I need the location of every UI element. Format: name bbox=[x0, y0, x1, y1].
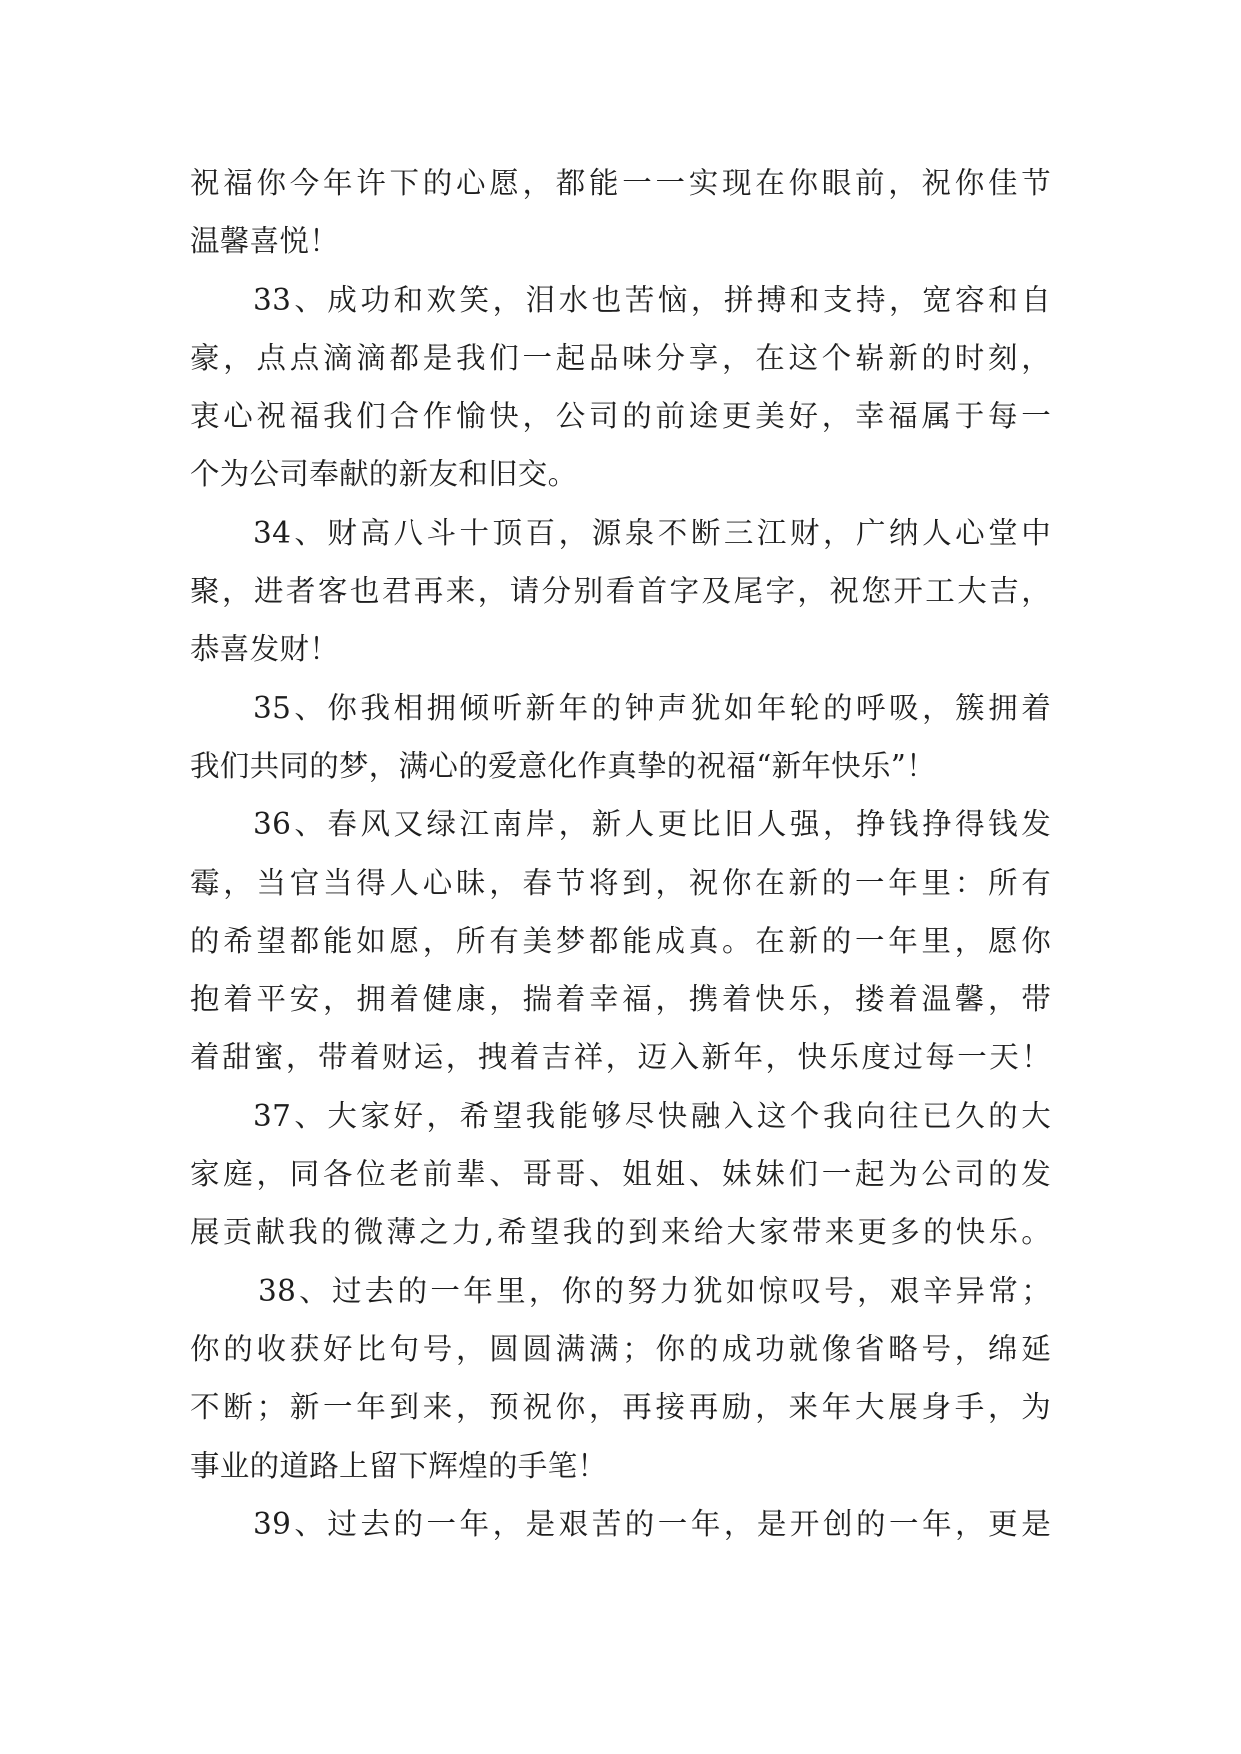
text-line bbox=[190, 154, 1051, 212]
text-line-content: 个为公司奉献的新友和旧交。 bbox=[190, 457, 578, 492]
text-line-content: 事业的道路上留下辉煌的手笔！ bbox=[190, 1448, 608, 1483]
text-line-content: 衷心祝福我们合作愉快，公司的前途更美好，幸福属于每一 bbox=[190, 399, 1051, 434]
text-line bbox=[190, 737, 1051, 795]
text-line-content: 家庭，同各位老前辈、哥哥、姐姐、妹妹们一起为公司的发 bbox=[190, 1157, 1051, 1192]
text-line bbox=[190, 1378, 1051, 1436]
text-line-content: 着甜蜜，带着财运，拽着吉祥，迈入新年，快乐度过每一天！ bbox=[190, 1040, 1051, 1075]
text-line-content: 豪，点点滴滴都是我们一起品味分享，在这个崭新的时刻， bbox=[190, 340, 1051, 375]
text-line bbox=[190, 445, 1051, 503]
text-line bbox=[190, 1203, 1051, 1261]
text-line-content: 36、春风又绿江南岸，新人更比旧人强，挣钱挣得钱发 bbox=[253, 807, 1051, 842]
text-line-content: 37、大家好，希望我能够尽快融入这个我向往已久的大 bbox=[253, 1098, 1051, 1133]
text-line-content: 抱着平安，拥着健康，揣着幸福，携着快乐，搂着温馨，带 bbox=[190, 982, 1051, 1017]
text-line-content: 33、成功和欢笑，泪水也苦恼，拼搏和支持，宽容和自 bbox=[253, 282, 1051, 317]
text-line bbox=[190, 329, 1051, 387]
text-line bbox=[190, 912, 1051, 970]
text-line bbox=[190, 1145, 1051, 1203]
text-line bbox=[190, 212, 1051, 270]
text-line-content: 展贡献我的微薄之力,希望我的到来给大家带来更多的快乐。 bbox=[190, 1215, 1051, 1250]
text-line bbox=[190, 562, 1051, 620]
text-line bbox=[190, 854, 1051, 912]
text-line bbox=[190, 620, 1051, 678]
document-body bbox=[190, 154, 1051, 1553]
text-line-content: 的希望都能如愿，所有美梦都能成真。在新的一年里，愿你 bbox=[190, 923, 1051, 958]
text-line bbox=[190, 504, 1051, 562]
text-line-content: 聚，进者客也君再来，请分别看首字及尾字，祝您开工大吉， bbox=[190, 574, 1051, 609]
text-line bbox=[190, 1320, 1051, 1378]
text-line-content: 35、你我相拥倾听新年的钟声犹如年轮的呼吸，簇拥着 bbox=[253, 690, 1051, 725]
text-line bbox=[190, 387, 1051, 445]
text-line bbox=[190, 795, 1051, 853]
text-line bbox=[190, 1028, 1051, 1086]
text-line-content: 恭喜发财！ bbox=[190, 632, 340, 667]
text-line bbox=[190, 679, 1051, 737]
text-line-content: 不断；新一年到来，预祝你，再接再励，来年大展身手，为 bbox=[190, 1390, 1051, 1425]
text-line-content: 34、财高八斗十顶百，源泉不断三江财，广纳人心堂中 bbox=[253, 515, 1051, 550]
text-line-content: 我们共同的梦，满心的爱意化作真挚的祝福“新年快乐”！ bbox=[190, 748, 936, 783]
text-line bbox=[190, 970, 1051, 1028]
text-line bbox=[190, 1087, 1051, 1145]
text-line-content: 祝福你今年许下的心愿，都能一一实现在你眼前，祝你佳节 bbox=[190, 166, 1051, 200]
text-line-content: 39、过去的一年，是艰苦的一年，是开创的一年，更是 bbox=[253, 1506, 1051, 1541]
text-line bbox=[190, 1437, 1051, 1495]
text-line-content: 你的收获好比句号，圆圆满满；你的成功就像省略号，绵延 bbox=[190, 1331, 1051, 1366]
text-line-content: 温馨喜悦！ bbox=[190, 224, 340, 259]
text-line-content: 霉，当官当得人心昧，春节将到，祝你在新的一年里：所有 bbox=[190, 865, 1051, 900]
text-line bbox=[190, 271, 1051, 329]
text-line bbox=[190, 1262, 1051, 1320]
text-line-content: 38、过去的一年里，你的努力犹如惊叹号，艰辛异常； bbox=[258, 1273, 1051, 1308]
text-line bbox=[190, 1495, 1051, 1553]
